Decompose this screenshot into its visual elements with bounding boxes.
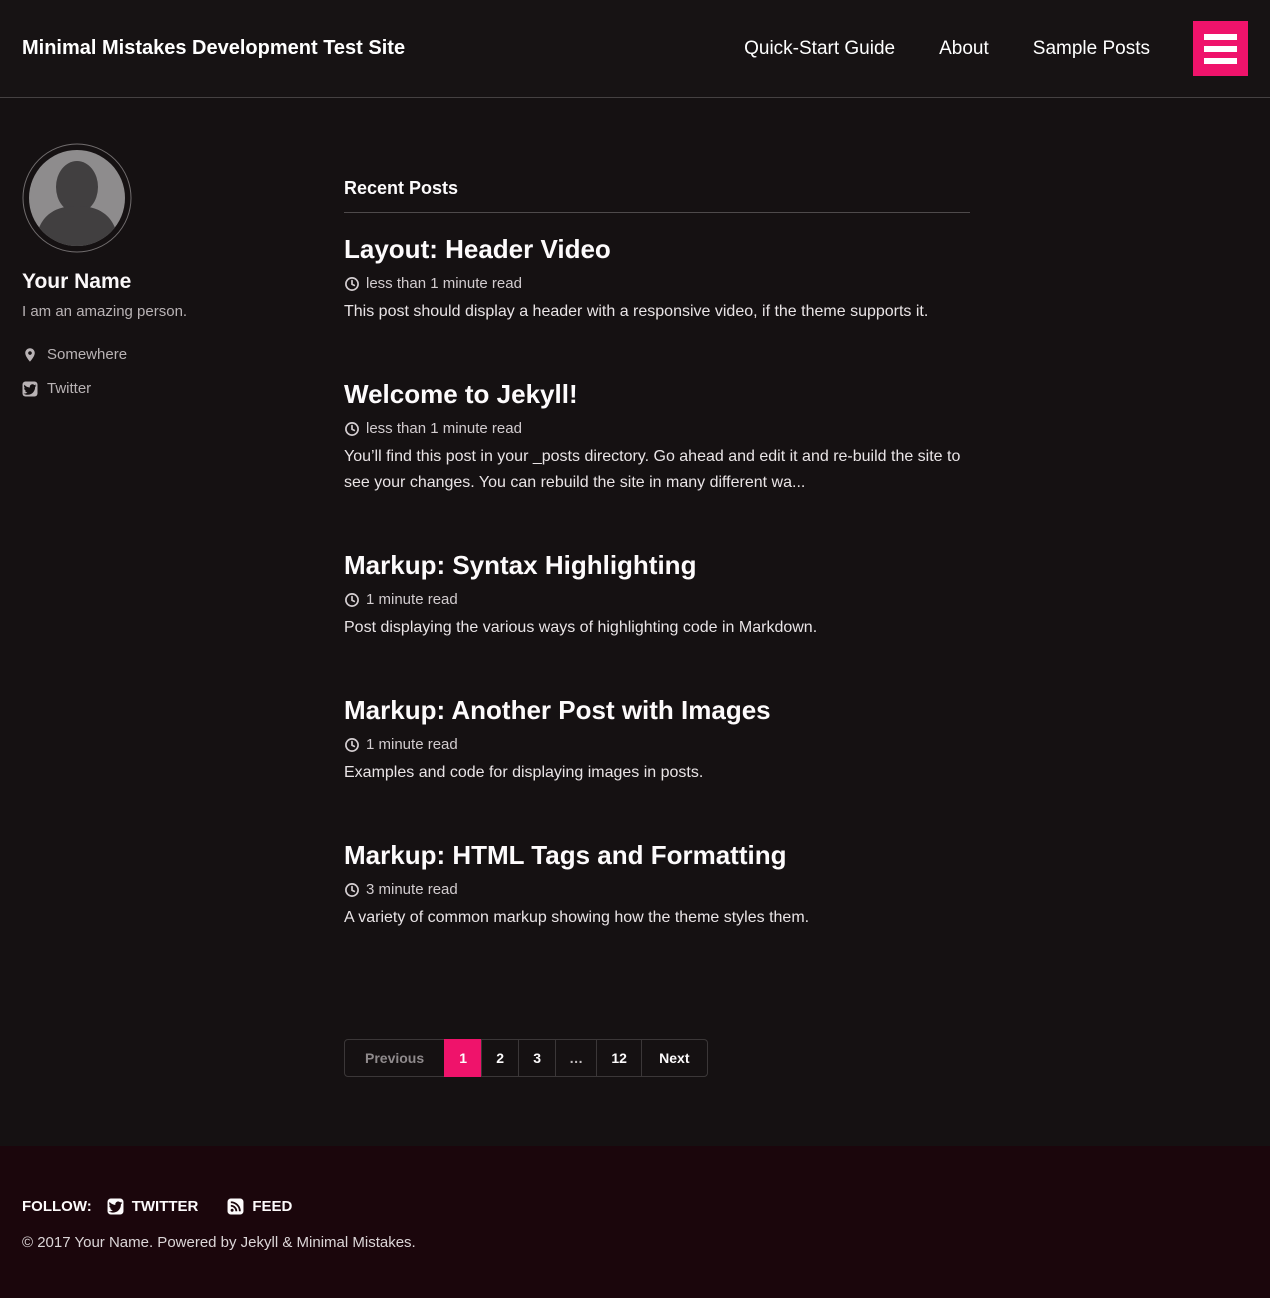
footer-twitter-link[interactable]	[107, 1198, 199, 1215]
post-excerpt: A variety of common markup showing how the theme styles them.	[344, 909, 810, 926]
post-read-time	[344, 275, 970, 292]
post-entry	[344, 377, 970, 496]
clock-icon	[344, 592, 360, 608]
author-twitter-link[interactable]	[22, 380, 322, 397]
twitter-icon	[107, 1198, 124, 1215]
follow-label: FOLLOW:	[22, 1198, 92, 1215]
avatar	[22, 143, 132, 253]
rss-feed-icon	[227, 1198, 244, 1215]
page-content	[0, 98, 1270, 1146]
read-time-label: 1 minute read	[366, 591, 458, 608]
twitter-icon	[22, 381, 38, 397]
post-excerpt: You’ll find this post in your _posts directory. Go ahead and edit it and re-build the site to see your changes. You can rebuild the site in many different wa...	[344, 448, 961, 491]
pagination-next-button[interactable]: Next	[641, 1039, 707, 1077]
post-excerpt: Examples and code for displaying images in posts.	[344, 764, 704, 781]
post-read-time	[344, 736, 970, 753]
post-title-link[interactable]: Markup: HTML Tags and Formatting	[344, 840, 787, 870]
pagination-ellipsis: …	[555, 1039, 597, 1077]
post-read-time	[344, 591, 970, 608]
site-footer	[0, 1146, 1270, 1298]
read-time-label: less than 1 minute read	[366, 420, 522, 437]
post-title-link[interactable]: Welcome to Jekyll!	[344, 379, 578, 409]
author-location	[22, 346, 322, 363]
location-pin-icon	[22, 347, 38, 363]
read-time-label: 1 minute read	[366, 736, 458, 753]
clock-icon	[344, 882, 360, 898]
pagination-previous-button: Previous	[344, 1039, 445, 1077]
clock-icon	[344, 421, 360, 437]
author-twitter-label: Twitter	[47, 380, 92, 397]
nav-link-about[interactable]: About	[939, 37, 989, 59]
footer-feed-link[interactable]	[227, 1198, 292, 1215]
post-title-link[interactable]: Layout: Header Video	[344, 234, 611, 264]
post-excerpt: This post should display a header with a responsive video, if the theme supports it.	[344, 303, 929, 320]
post-entry	[344, 693, 970, 786]
author-links	[22, 346, 322, 397]
masthead-nav	[700, 21, 1248, 76]
post-title-link[interactable]: Markup: Syntax Highlighting	[344, 550, 697, 580]
footer-twitter-label: TWITTER	[131, 1198, 199, 1215]
author-bio: I am an amazing person.	[22, 303, 188, 320]
post-read-time	[344, 881, 970, 898]
post-excerpt: Post displaying the various ways of highlighting code in Markdown.	[344, 619, 818, 636]
hamburger-icon	[1204, 34, 1237, 40]
site-title-link[interactable]: Minimal Mistakes Development Test Site	[22, 37, 406, 59]
footer-feed-label: FEED	[252, 1198, 293, 1215]
author-sidebar	[22, 143, 322, 414]
post-entry	[344, 232, 970, 325]
main-column	[344, 143, 970, 1077]
masthead	[0, 0, 1270, 98]
pagination-page-3[interactable]: 3	[518, 1039, 556, 1077]
read-time-label: less than 1 minute read	[366, 275, 522, 292]
copyright-text: © 2017 Your Name. Powered by Jekyll & Minimal Mistakes.	[22, 1234, 416, 1251]
clock-icon	[344, 276, 360, 292]
post-entry	[344, 838, 970, 931]
post-title-link[interactable]: Markup: Another Post with Images	[344, 695, 771, 725]
pagination-page-2[interactable]: 2	[481, 1039, 519, 1077]
author-name: Your Name	[22, 270, 132, 293]
post-entry	[344, 548, 970, 641]
read-time-label: 3 minute read	[366, 881, 458, 898]
nav-link-quick-start-guide[interactable]: Quick-Start Guide	[744, 37, 896, 59]
post-read-time	[344, 420, 970, 437]
hamburger-menu-button[interactable]	[1193, 21, 1248, 76]
clock-icon	[344, 737, 360, 753]
pagination	[344, 1039, 708, 1077]
recent-posts-heading: Recent Posts	[344, 178, 970, 213]
nav-link-sample-posts[interactable]: Sample Posts	[1032, 37, 1150, 59]
pagination-page-12[interactable]: 12	[596, 1039, 642, 1077]
follow-row	[22, 1198, 1248, 1215]
pagination-page-1[interactable]: 1	[444, 1039, 482, 1077]
author-location-label: Somewhere	[47, 346, 128, 363]
